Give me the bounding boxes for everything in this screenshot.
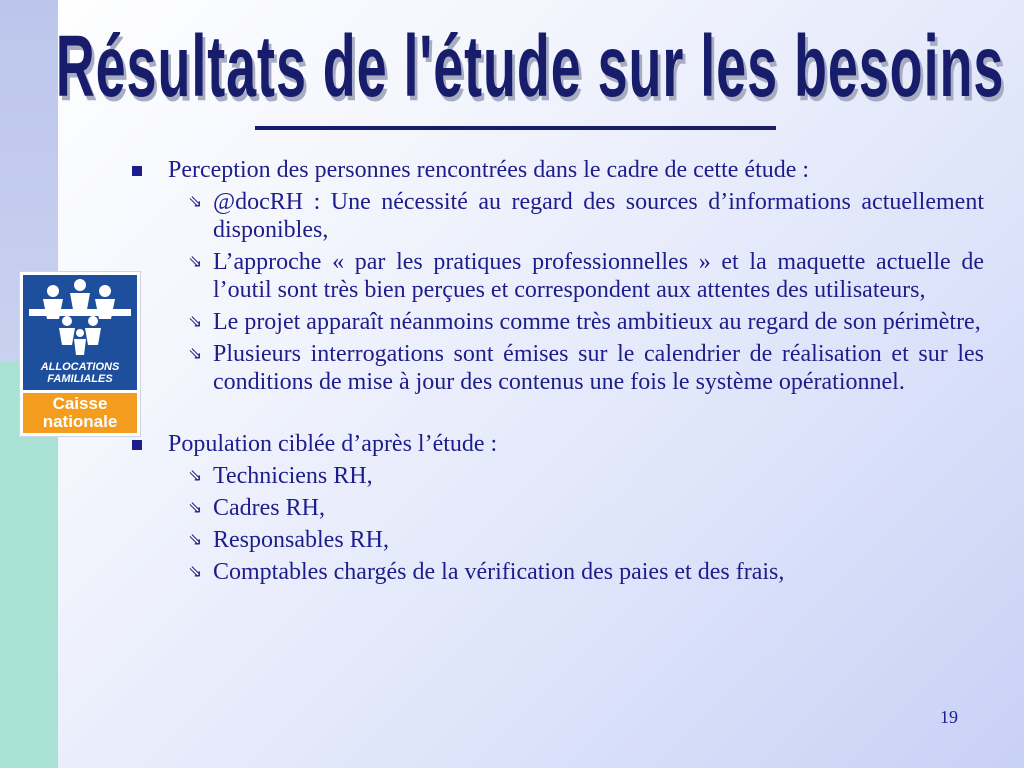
sub-bullet — [130, 494, 984, 522]
arrow-bullet-icon: ⇘ — [188, 562, 203, 582]
bullet-text: Perception des personnes rencontrées dans le cadre de cette étude : — [168, 157, 810, 183]
title-underline — [255, 126, 776, 130]
sub-bullet — [130, 248, 984, 304]
logo-line3: Caisse — [52, 394, 108, 413]
sub-bullet — [130, 462, 984, 490]
arrow-bullet-icon: ⇘ — [188, 530, 203, 550]
spacer — [130, 396, 984, 430]
sub-bullet-text: Comptables chargés de la vérification des paies et des frais, — [213, 559, 785, 585]
sub-bullet-text: Le projet apparaît néanmoins comme très ambitieux au regard de son périmètre, — [213, 309, 981, 335]
sub-bullet-text: Cadres RH, — [213, 495, 325, 521]
square-bullet-icon — [132, 166, 142, 176]
logo-line1: ALLOCATIONS — [40, 361, 120, 373]
sub-bullet-text: Techniciens RH, — [213, 463, 373, 489]
logo-text-top — [23, 361, 137, 385]
sub-bullet-text: @docRH : Une nécessité au regard des sources d’informations actuellement disponibles, — [213, 189, 984, 243]
slide-title: Résultats de l'étude sur les besoins — [55, 24, 1005, 116]
sub-bullet — [130, 558, 984, 586]
sub-bullet — [130, 340, 984, 396]
sub-bullet-text: L’approche « par les pratiques professionnelles » et la maquette actuelle de l’outil sont très bien perçues et correspondent aux attentes des utilisateurs, — [213, 249, 984, 303]
logo-text-bottom — [23, 395, 137, 431]
sub-bullet-text: Plusieurs interrogations sont émises sur le calendrier de réalisation et sur les conditions de mise à jour des contenus une fois le système opérationnel. — [213, 341, 984, 395]
page-number: 19 — [940, 707, 958, 727]
family-figures-icon — [23, 275, 137, 361]
sub-bullet-text: Responsables RH, — [213, 527, 389, 553]
bullet-population — [130, 430, 984, 458]
caf-logo — [20, 272, 140, 436]
sub-bullet — [130, 188, 984, 244]
arrow-bullet-icon: ⇘ — [188, 498, 203, 518]
arrow-bullet-icon: ⇘ — [188, 344, 203, 364]
arrow-bullet-icon: ⇘ — [188, 192, 203, 212]
bullet-perception — [130, 156, 984, 184]
slide-title-container — [0, 24, 1024, 124]
logo-line2: FAMILIALES — [47, 373, 113, 385]
bullet-text: Population ciblée d’après l’étude : — [168, 431, 498, 457]
arrow-bullet-icon: ⇘ — [188, 466, 203, 486]
logo-line4: nationale — [42, 412, 118, 431]
sub-bullet — [130, 308, 984, 336]
slide-body — [130, 156, 984, 586]
logo-blue-panel — [23, 275, 137, 390]
logo-orange-panel — [23, 393, 137, 433]
sub-bullet — [130, 526, 984, 554]
arrow-bullet-icon: ⇘ — [188, 252, 203, 272]
square-bullet-icon — [132, 440, 142, 450]
arrow-bullet-icon: ⇘ — [188, 312, 203, 332]
